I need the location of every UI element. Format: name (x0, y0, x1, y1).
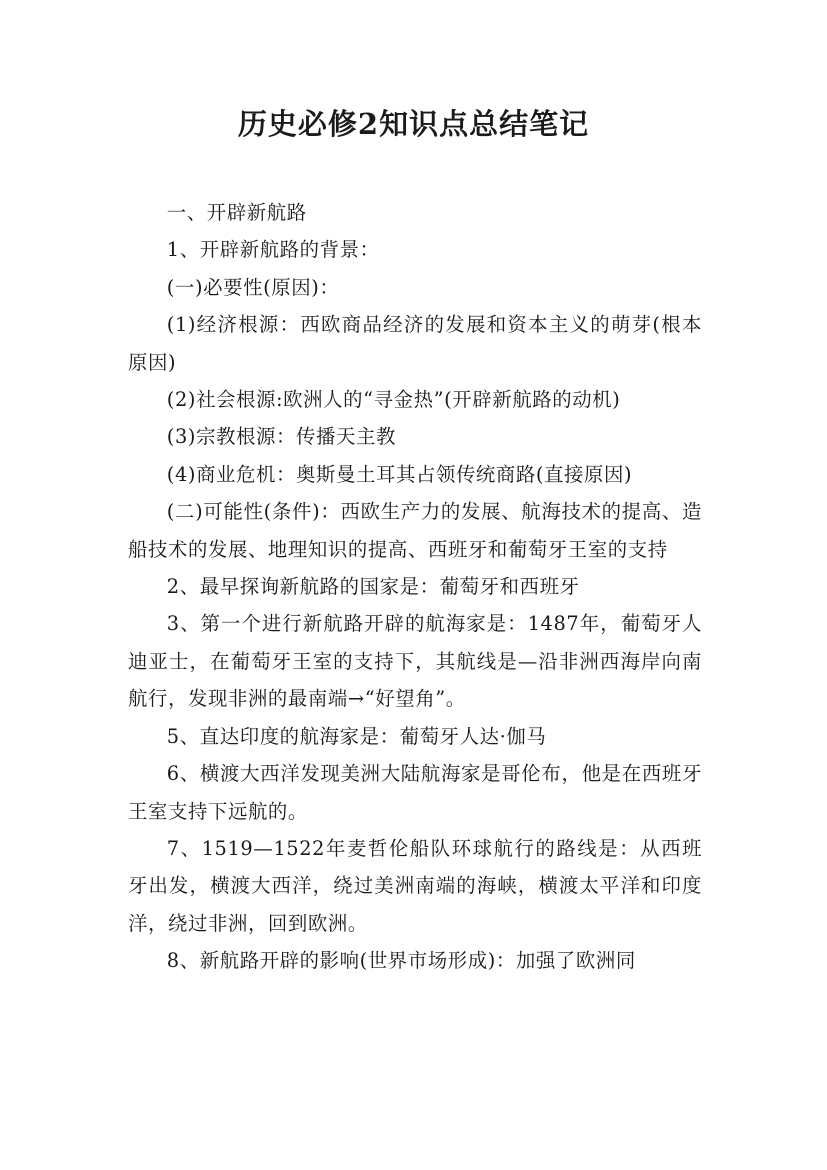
paragraph-religious-root: (3)宗教根源：传播天主教 (166, 425, 396, 449)
paragraph-dias: 3、第一个进行新航路开辟的航海家是：1487年，葡萄牙人迪亚士，在葡萄牙王室的支持下，其航线是—沿非洲西海岸向南航行，发现非洲的最南端→“好望角”。 (128, 612, 702, 711)
document-title: 历史必修2知识点总结笔记 (237, 107, 590, 141)
paragraph-possibility: (二)可能性(条件)：西欧生产力的发展、航海技术的提高、造船技术的发展、地理知识的提高、西班牙和葡萄牙王室的支持 (128, 500, 702, 561)
paragraph-columbus: 6、横渡大西洋发现美洲大陆航海家是哥伦布，他是在西班牙王室支持下远航的。 (128, 762, 702, 823)
paragraph-social-root: (2)社会根源:欧洲人的“寻金热”(开辟新航路的动机) (166, 388, 621, 412)
paragraph-da-gama: 5、直达印度的航海家是：葡萄牙人达·伽马 (166, 724, 547, 748)
paragraph-necessity: (一)必要性(原因)： (166, 275, 340, 299)
paragraph-economic-root: (1)经济根源：西欧商品经济的发展和资本主义的萌芽(根本原因) (128, 313, 702, 374)
paragraph-background: 1、开辟新航路的背景： (166, 238, 380, 262)
paragraph-magellan: 7、1519—1522年麦哲伦船队环球航行的路线是：从西班牙出发，横渡大西洋，绕过美洲南端的海峡，横渡太平洋和印度洋，绕过非洲，回到欧洲。 (128, 836, 702, 935)
paragraph-section-heading: 一、开辟新航路 (166, 201, 307, 224)
paragraph-commercial-crisis: (4)商业危机：奥斯曼土耳其占领传统商路(直接原因) (166, 462, 633, 486)
paragraph-impact: 8、新航路开辟的影响(世界市场形成)：加强了欧洲同 (166, 949, 636, 973)
paragraph-earliest-countries: 2、最早探询新航路的国家是：葡萄牙和西班牙 (166, 575, 580, 599)
document-body (128, 194, 702, 980)
